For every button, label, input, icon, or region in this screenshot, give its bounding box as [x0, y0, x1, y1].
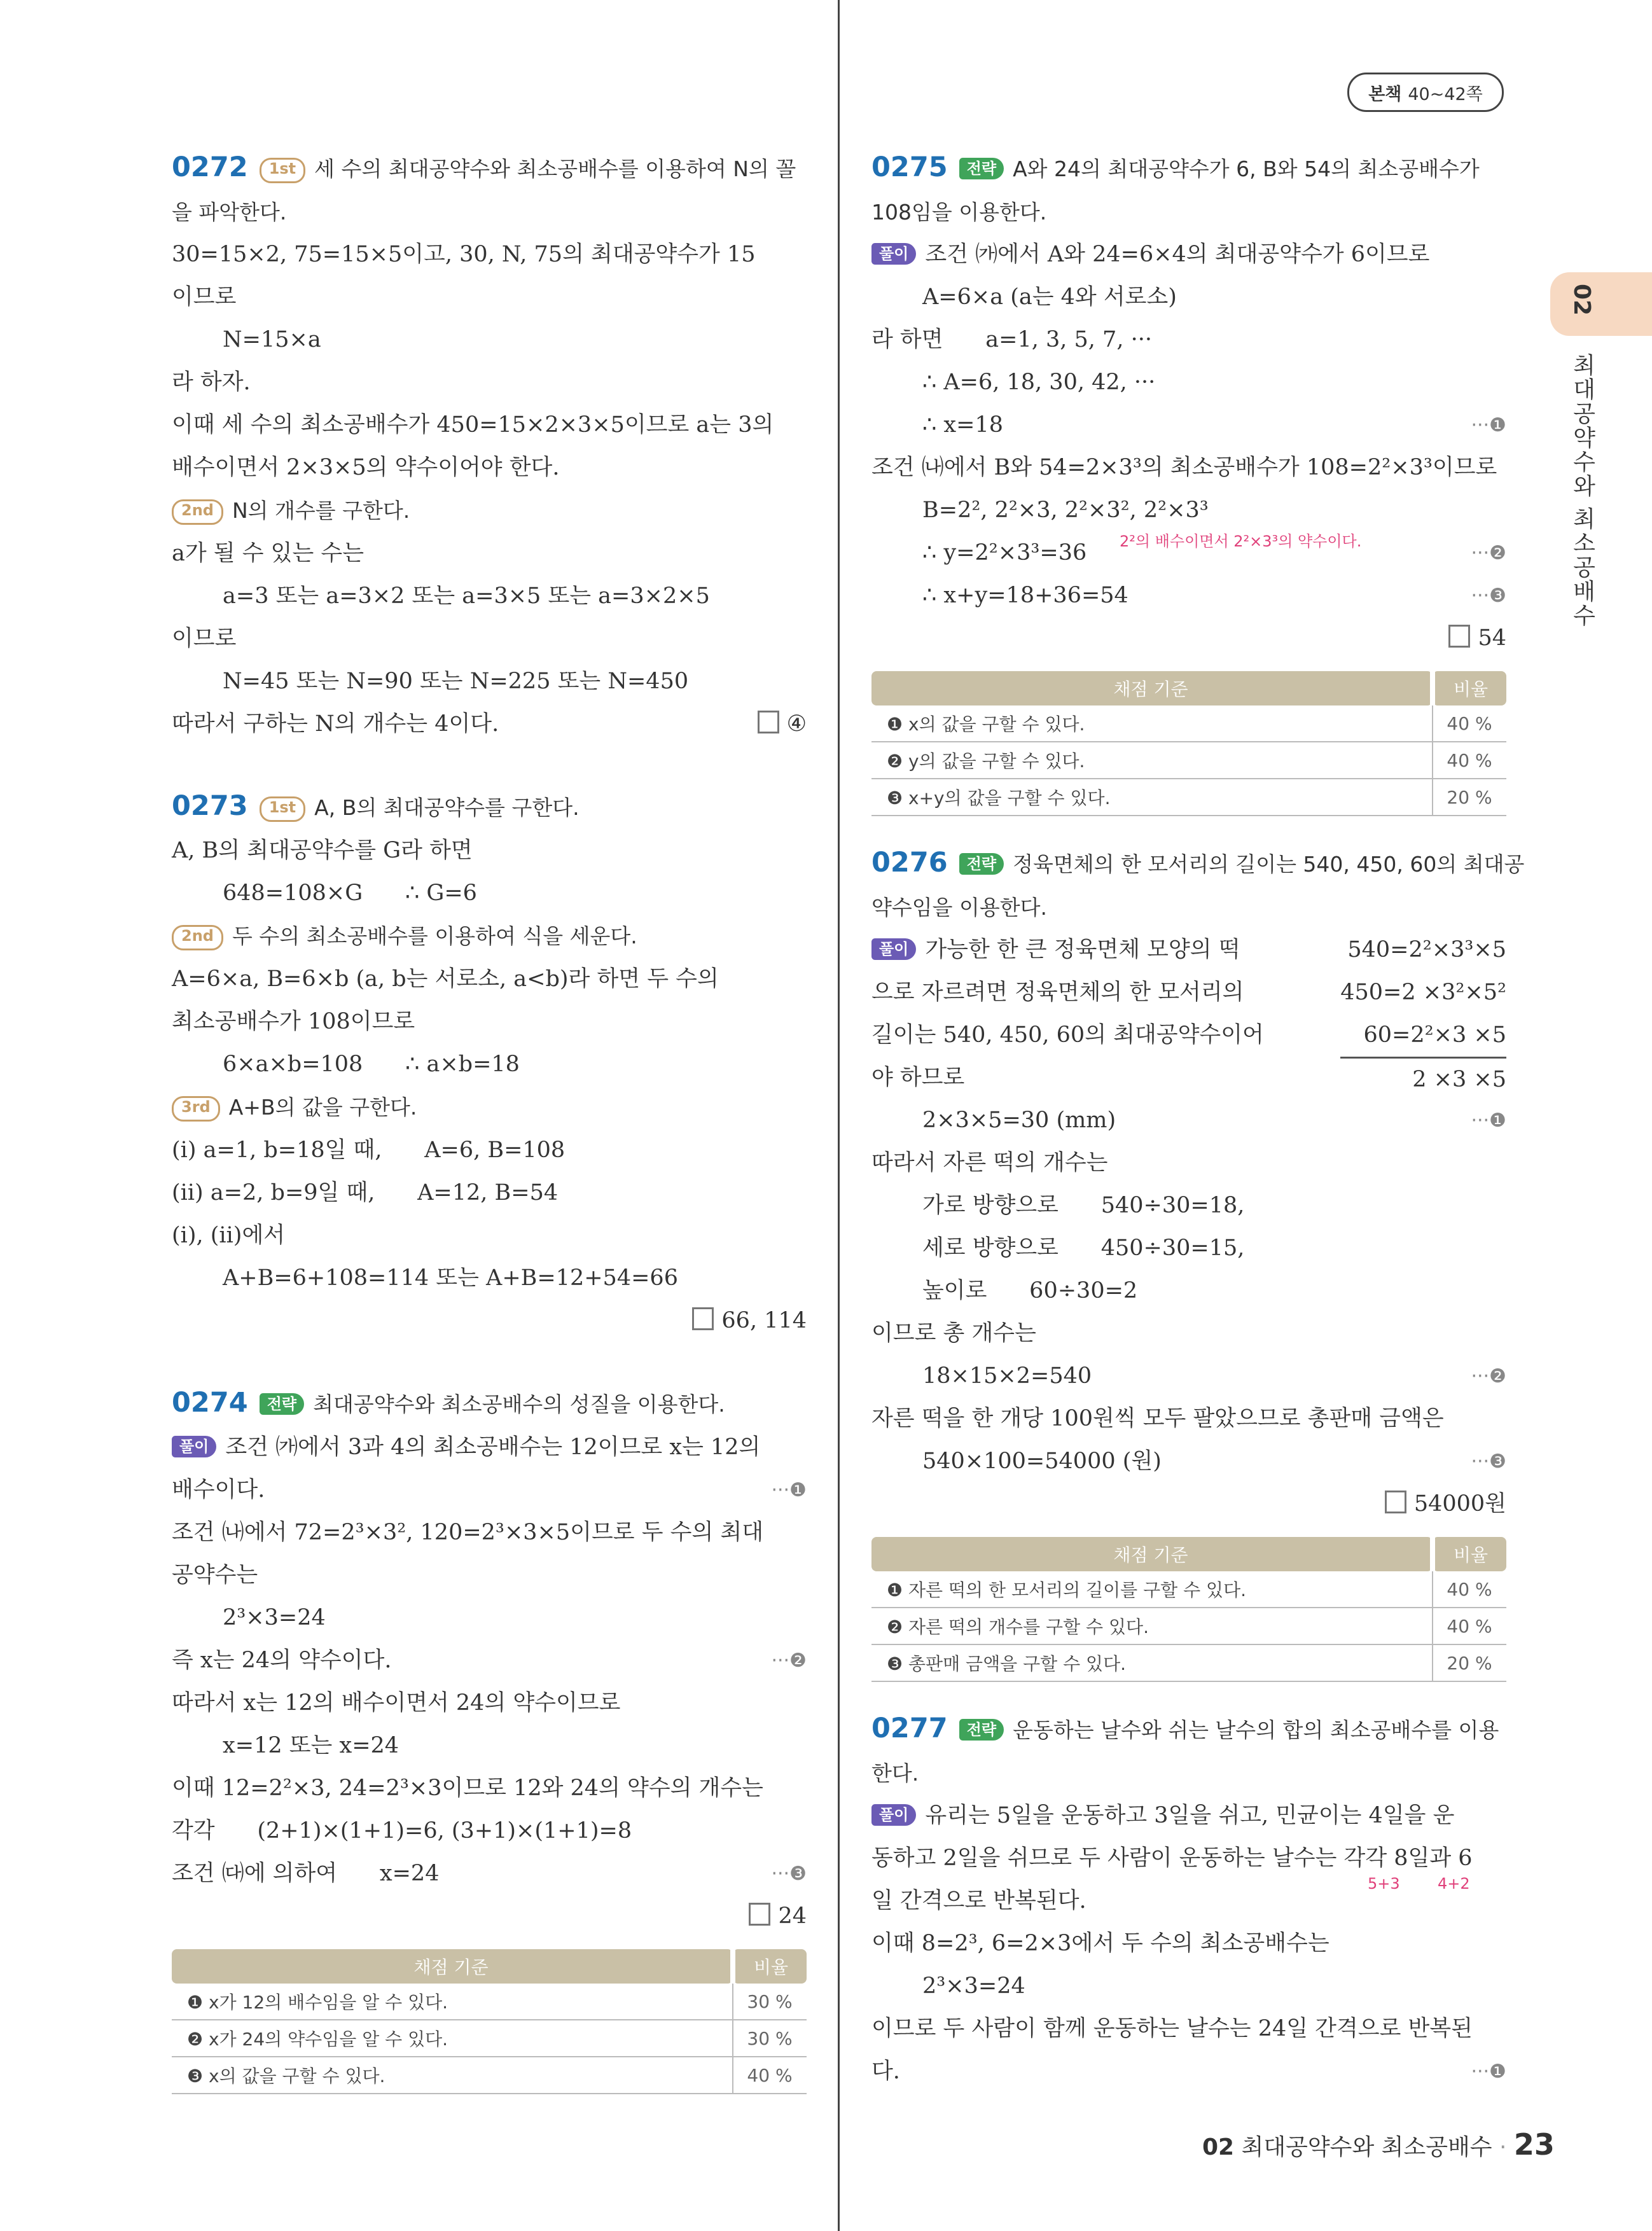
step-mark-2: ···❷: [1471, 542, 1506, 564]
equation-line: A+B=6+108=114 또는 A+B=12+54=66: [223, 1265, 678, 1291]
strategy-badge: 전략: [260, 1393, 304, 1415]
solution-line: 자른 떡을 한 개당 100원씩 모두 팔았으므로 총판매 금액은: [871, 1406, 1444, 1431]
equation-line: x=12 또는 x=24: [223, 1733, 399, 1758]
solution-line: 따라서 x는 12의 배수이면서 24의 약수이므로: [172, 1690, 621, 1716]
answer: [172, 1895, 807, 1938]
table-row: [172, 1984, 807, 2020]
step-mark-3: ···❸: [1471, 1450, 1506, 1473]
answer-icon: [749, 1903, 770, 1926]
problem-0275: [871, 146, 1506, 816]
equation-line: N=45 또는 N=90 또는 N=225 또는 N=450: [223, 669, 689, 694]
answer-icon: [1385, 1491, 1406, 1513]
ratio-header: 비율: [733, 1949, 807, 1984]
problem-number: 0275: [871, 151, 948, 183]
strategy-badge: 전략: [959, 158, 1004, 179]
pink-annotation: 4+2: [1438, 1875, 1470, 1893]
equation-line: A=6×a (a는 4와 서로소): [922, 284, 1177, 310]
step-badge-1st: 1st: [260, 796, 305, 822]
equation-line: N=15×a: [223, 327, 321, 352]
solution-badge: 풀이: [871, 938, 916, 960]
equation-line: 세로 방향으로 450÷30=15,: [922, 1235, 1245, 1261]
calc-result: 2 ×3 ×5: [1340, 1057, 1506, 1101]
solution-line: 공약수는: [172, 1562, 258, 1588]
solution-badge: 풀이: [871, 1804, 916, 1826]
answer: [172, 1300, 807, 1342]
strategy-badge: 전략: [959, 1719, 1004, 1741]
solution-line: 이므로: [172, 626, 237, 651]
equation-line: 540×100=54000 (원): [922, 1449, 1162, 1474]
answer-value: 24: [778, 1903, 807, 1929]
footer-dot: ·: [1499, 2134, 1507, 2160]
solution-line: 라 하면 a=1, 3, 5, 7, ···: [871, 327, 1152, 352]
chapter-side-title: 최대공약수와 최소공배수: [1569, 353, 1595, 628]
solution-line: 조건 ㈏에서 B와 54=2×3³의 최소공배수가 108=2²×3³이므로: [871, 455, 1497, 480]
page-number: 23: [1513, 2127, 1555, 2162]
solution-line: 즉 x는 24의 약수이다.: [172, 1648, 392, 1673]
step-mark-1: ···❶: [1471, 414, 1506, 436]
equation-line: ∴ x+y=18+36=54: [922, 583, 1128, 608]
gcd-calculation: [1340, 929, 1506, 1101]
criterion-cell: ❶ x가 12의 배수임을 알 수 있다.: [172, 1984, 733, 2020]
hint-text: 세 수의 최대공약수와 최소공배수를 이용하여 N의 꼴: [314, 156, 796, 181]
pink-annotation: 5+3: [1368, 1875, 1400, 1893]
solution-badge: 풀이: [172, 1436, 216, 1457]
strategy-text: 운동하는 날수와 쉬는 날수의 합의 최소공배수를 이용: [1013, 1718, 1499, 1742]
problem-0273: [172, 785, 807, 1342]
solution-line: 다.: [871, 2059, 900, 2084]
step-text: 두 수의 최소공배수를 이용하여 식을 세운다.: [232, 924, 637, 949]
equation-line: ∴ y=2²×3³=36: [922, 540, 1087, 566]
solution-line: 라 하자.: [172, 370, 251, 395]
solution-line: 배수이면서 2×3×5의 약수이어야 한다.: [172, 455, 560, 480]
table-row: [871, 1644, 1506, 1681]
case-line: (ⅱ) a=2, b=9일 때, A=12, B=54: [172, 1180, 559, 1206]
calc-line: 60=2²×3 ×5: [1363, 1022, 1506, 1048]
solution-line: 일 간격으로 반복된다.: [871, 1888, 1086, 1914]
table-row: [871, 1608, 1506, 1644]
answer: [871, 1483, 1506, 1526]
criterion-cell: ❷ y의 값을 구할 수 있다.: [871, 742, 1433, 779]
scoring-table: [172, 1949, 807, 2094]
table-row: [871, 779, 1506, 816]
solution-line: 최소공배수가 108이므로: [172, 1009, 415, 1034]
criterion-cell: ❷ x가 24의 약수임을 알 수 있다.: [172, 2020, 733, 2057]
equation-line: B=2², 2²×3, 2²×3², 2²×3³: [922, 497, 1209, 523]
case-line: (ⅰ) a=1, b=18일 때, A=6, B=108: [172, 1137, 566, 1163]
problem-number: 0272: [172, 151, 248, 183]
problem-0272: [172, 146, 807, 746]
strategy-text: 최대공약수와 최소공배수의 성질을 이용한다.: [313, 1392, 725, 1417]
solution-line: 조건 ㈏에서 72=2³×3², 120=2³×3×5이므로 두 수의 최대: [172, 1520, 764, 1545]
equation-line: 가로 방향으로 540÷30=18,: [922, 1193, 1245, 1218]
problem-number: 0274: [172, 1387, 248, 1419]
left-column: [172, 146, 807, 2120]
criterion-cell: ❶ 자른 떡의 한 모서리의 길이를 구할 수 있다.: [871, 1571, 1433, 1608]
step-badge-2nd: 2nd: [172, 925, 223, 950]
problem-number: 0277: [871, 1713, 948, 1744]
step-text: A+B의 값을 구한다.: [228, 1095, 417, 1120]
equation-line: 높이로 60÷30=2: [922, 1278, 1138, 1303]
column-divider: [838, 0, 840, 2231]
solution-line: 따라서 구하는 N의 개수는 4이다.: [172, 711, 499, 737]
ratio-cell: 30 %: [733, 1984, 807, 2020]
answer-value: 54000원: [1413, 1491, 1506, 1517]
step-mark-3: ···❸: [1471, 585, 1506, 607]
solution-line: 이때 세 수의 최소공배수가 450=15×2×3×5이므로 a는 3의: [172, 412, 774, 438]
footer-chapter-title: 최대공약수와 최소공배수: [1241, 2134, 1492, 2160]
ratio-cell: 20 %: [1433, 779, 1506, 816]
strategy-text: 정육면체의 한 모서리의 길이는 540, 450, 60의 최대공: [1013, 852, 1525, 877]
equation-line: ∴ A=6, 18, 30, 42, ···: [922, 370, 1156, 395]
ratio-cell: 40 %: [1433, 1608, 1506, 1644]
solution-line: 따라서 자른 떡의 개수는: [871, 1150, 1108, 1176]
solution-line: 길이는 540, 450, 60의 최대공약수이어: [871, 1022, 1264, 1048]
equation-line: 2³×3=24: [922, 1973, 1025, 1999]
solution-line: 야 하므로: [871, 1065, 965, 1090]
answer-icon: [692, 1307, 714, 1330]
answer-value: ④: [786, 711, 807, 737]
equation-line: 18×15×2=540: [922, 1363, 1092, 1389]
step-text: N의 개수를 구한다.: [232, 498, 410, 523]
solution-line: 유리는 5일을 운동하고 3일을 쉬고, 민균이는 4일을 운: [925, 1803, 1455, 1828]
strategy-text-cont: 한다.: [871, 1761, 919, 1786]
solution-line: 이므로 총 개수는: [871, 1321, 1036, 1346]
chapter-tab: [1550, 272, 1652, 336]
solution-line: 30=15×2, 75=15×5이고, 30, N, 75의 최대공약수가 15: [172, 242, 756, 267]
problem-number: 0273: [172, 790, 248, 822]
step-mark-1: ···❶: [771, 1479, 807, 1501]
answer-icon: [1448, 625, 1470, 648]
problem-number: 0276: [871, 847, 948, 879]
solution-line: 각각 (2+1)×(1+1)=6, (3+1)×(1+1)=8: [172, 1818, 632, 1844]
step-mark-1: ···❶: [1471, 1109, 1506, 1132]
score-header: 채점 기준: [871, 1537, 1433, 1571]
ratio-cell: 30 %: [733, 2020, 807, 2057]
ratio-cell: 40 %: [1433, 705, 1506, 742]
score-header: 채점 기준: [871, 671, 1433, 705]
solution-line: a가 될 수 있는 수는: [172, 541, 364, 566]
criterion-cell: ❸ x의 값을 구할 수 있다.: [172, 2057, 733, 2094]
step-badge-1st: 1st: [260, 158, 305, 183]
hint-text-cont: 을 파악한다.: [172, 200, 287, 225]
ratio-cell: 40 %: [1433, 742, 1506, 779]
solution-line: 이므로 두 사람이 함께 운동하는 날수는 24일 간격으로 반복된: [871, 2016, 1473, 2041]
step-badge-3rd: 3rd: [172, 1096, 220, 1122]
step-mark-3: ···❸: [771, 1863, 807, 1885]
step-mark-2: ···❷: [771, 1650, 807, 1672]
table-row: [172, 2020, 807, 2057]
problem-0274: [172, 1382, 807, 2094]
calc-line: 450=2 ×3²×5²: [1340, 980, 1506, 1005]
solution-line: 이때 12=2²×3, 24=2³×3이므로 12와 24의 약수의 개수는: [172, 1776, 763, 1801]
equation-line: 2³×3=24: [223, 1605, 326, 1630]
solution-line: 조건 ㈎에서 A와 24=6×4의 최대공약수가 6이므로: [925, 242, 1430, 267]
right-column: [871, 146, 1525, 2093]
solution-line: 동하고 2일을 쉬므로 두 사람이 운동하는 날수는 각각 8일과 6: [871, 1845, 1473, 1871]
table-row: [871, 742, 1506, 779]
equation-line: a=3 또는 a=3×2 또는 a=3×5 또는 a=3×2×5: [223, 583, 710, 609]
strategy-text: A와 24의 최대공약수가 6, B와 54의 최소공배수가: [1013, 156, 1480, 181]
solution-line: (ⅰ), (ⅱ)에서: [172, 1223, 286, 1248]
solution-line: 배수이다.: [172, 1477, 265, 1503]
answer: [871, 617, 1506, 660]
criterion-cell: ❷ 자른 떡의 개수를 구할 수 있다.: [871, 1608, 1433, 1644]
reference-pages-pill: [1347, 73, 1504, 112]
ratio-cell: 20 %: [1433, 1644, 1506, 1681]
problem-0277: [871, 1707, 1506, 2093]
ratio-cell: 40 %: [1433, 1571, 1506, 1608]
footer-chapter-no: 02: [1202, 2134, 1235, 2160]
ref-pages-label: 40~42쪽: [1408, 84, 1483, 104]
ref-book-label: 본책: [1368, 84, 1402, 104]
pink-annotation: 2²의 배수이면서 2²×3³의 약수이다.: [1120, 532, 1362, 550]
solution-line: 가능한 한 큰 정육면체 모양의 떡: [925, 937, 1240, 963]
page-footer: [1202, 2127, 1555, 2162]
calc-line: 540=2²×3³×5: [1347, 937, 1506, 963]
scoring-table: [871, 671, 1506, 816]
answer-icon: [758, 711, 779, 733]
ratio-cell: 40 %: [733, 2057, 807, 2094]
solution-line: 조건 ㈎에서 3과 4의 최소공배수는 12이므로 x는 12의: [225, 1435, 761, 1460]
equation-line: 6×a×b=108 ∴ a×b=18: [223, 1052, 520, 1077]
answer: [758, 703, 807, 746]
score-header: 채점 기준: [172, 1949, 733, 1984]
solution-line: A=6×a, B=6×b (a, b는 서로소, a<b)라 하면 두 수의: [172, 966, 719, 992]
criterion-cell: ❸ x+y의 값을 구할 수 있다.: [871, 779, 1433, 816]
scoring-table: [871, 1537, 1506, 1682]
equation-line: 2×3×5=30 (mm): [922, 1108, 1116, 1133]
solution-line: 조건 ㈐에 의하여 x=24: [172, 1861, 440, 1886]
solution-line: A, B의 최대공약수를 G라 하면: [172, 838, 473, 863]
chapter-tab-number: 02: [1569, 284, 1595, 316]
step-mark-1: ···❶: [1471, 2061, 1506, 2083]
answer-value: 66, 114: [721, 1308, 807, 1333]
criterion-cell: ❶ x의 값을 구할 수 있다.: [871, 705, 1433, 742]
solution-line: 으로 자르려면 정육면체의 한 모서리의: [871, 980, 1244, 1005]
equation-line: 648=108×G ∴ G=6: [223, 880, 477, 906]
strategy-text-cont: 약수임을 이용한다.: [871, 895, 1048, 920]
step-mark-2: ···❷: [1471, 1365, 1506, 1387]
table-row: [871, 1571, 1506, 1608]
solution-line: 이므로: [172, 284, 237, 310]
step-badge-2nd: 2nd: [172, 499, 223, 525]
table-row: [871, 705, 1506, 742]
solution-with-calc: [871, 929, 1506, 1099]
answer-value: 54: [1478, 625, 1506, 651]
step-text: A, B의 최대공약수를 구한다.: [314, 795, 580, 820]
solution-badge: 풀이: [871, 243, 916, 265]
ratio-header: 비율: [1433, 671, 1506, 705]
strategy-badge: 전략: [959, 853, 1004, 875]
ratio-header: 비율: [1433, 1537, 1506, 1571]
equation-line: ∴ x=18: [922, 412, 1003, 438]
problem-0276: [871, 842, 1525, 1682]
solution-line: 이때 8=2³, 6=2×3에서 두 수의 최소공배수는: [871, 1931, 1329, 1956]
strategy-text-cont: 108임을 이용한다.: [871, 200, 1047, 225]
criterion-cell: ❸ 총판매 금액을 구할 수 있다.: [871, 1644, 1433, 1681]
table-row: [172, 2057, 807, 2094]
